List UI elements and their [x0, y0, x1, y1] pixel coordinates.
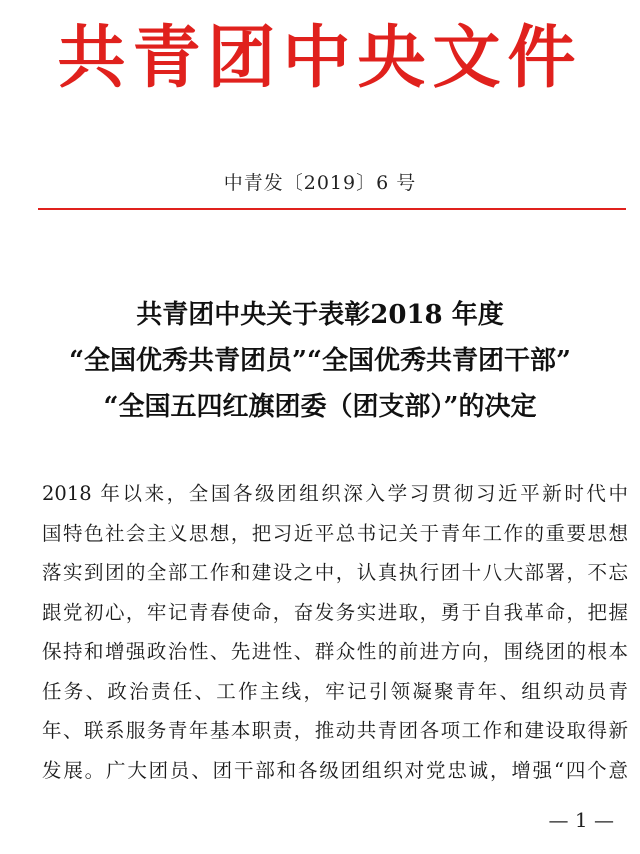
body-line: 任务、政治责任、工作主线，牢记引领凝聚青年、组织动员青	[42, 679, 628, 703]
body-line: 保持和增强政治性、先进性、群众性的前进方向，围绕团的根本	[42, 640, 628, 663]
body-line: 国特色社会主义思想，把习近平总书记关于青年工作的重要思想	[42, 521, 628, 545]
body-line: 2018 年以来，全国各级团组织深入学习贯彻习近平新时代中	[42, 482, 628, 505]
title-line: 共青团中央关于表彰2018 年度	[136, 300, 504, 330]
body-line: 发展。广大团员、团干部和各级团组织对党忠诚，增强“四个意	[42, 758, 628, 782]
page-number: — 1 —	[548, 808, 614, 832]
document-masthead: 共青团中央文件	[57, 18, 583, 98]
body-line: 落实到团的全部工作和建设之中，认真执行团十八大部署，不忘	[42, 561, 628, 584]
title-line: “全国五四红旗团委（团支部）”的决定	[103, 392, 537, 422]
body-paragraph	[42, 474, 628, 790]
body-line: 跟党初心，牢记青春使命，奋发务实进取，勇于自我革命，把握	[42, 600, 628, 624]
document-title	[0, 292, 640, 430]
red-divider-line	[38, 208, 626, 210]
body-line: 年、联系服务青年基本职责，推动共青团各项工作和建设取得新	[42, 719, 628, 742]
title-line: “全国优秀共青团员”“全国优秀共青团干部”	[69, 346, 571, 376]
document-number: 中青发〔2019〕6 号	[223, 172, 417, 194]
